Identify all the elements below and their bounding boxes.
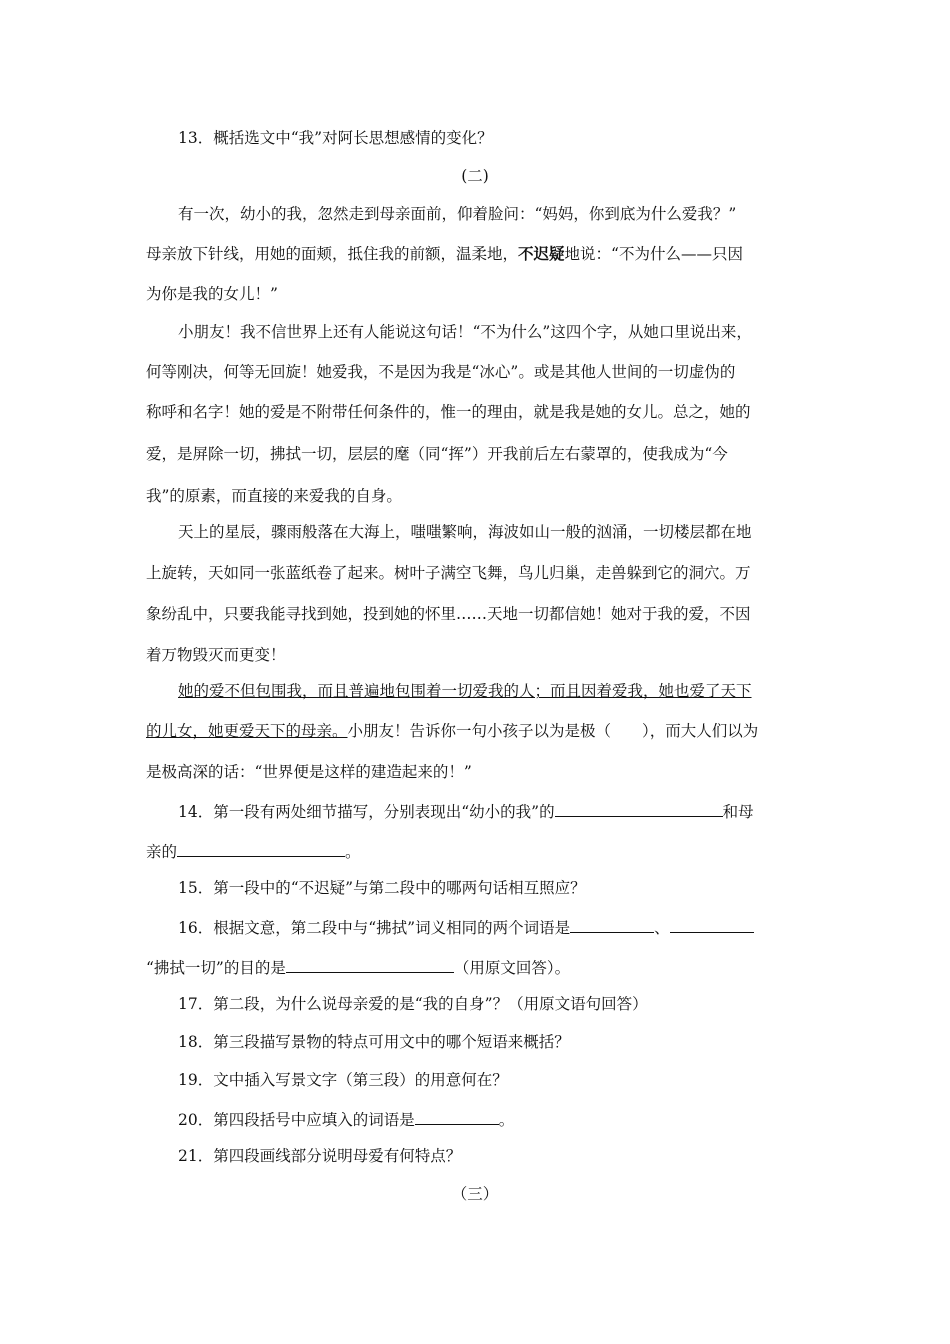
q14-text-2: 和母 xyxy=(722,803,754,821)
question-17: 17．第二段，为什么说母亲爱的是“我的自身”？（用原文语句回答） xyxy=(178,995,648,1013)
para1-line2-end: 地说：“不为什么——只因 xyxy=(564,245,743,263)
question-16 xyxy=(178,916,812,938)
question-18: 18．第三段描写景物的特点可用文中的哪个短语来概括？ xyxy=(178,1033,570,1051)
para1-line1: 有一次，幼小的我，忽然走到母亲面前，仰着脸问：“妈妈，你到底为什么爱我？” xyxy=(178,205,737,223)
para3-line2: 上旋转，天如同一张蓝纸卷了起来。树叶子满空飞舞，鸟儿归巢，走兽躲到它的洞穴。万 xyxy=(146,564,751,582)
para2-line5: 我”的原素，而直接的来爱我的自身。 xyxy=(146,487,402,505)
question-20 xyxy=(178,1108,812,1130)
question-14 xyxy=(178,800,812,822)
q16-sep: 、 xyxy=(654,919,670,937)
q16-answer-blank-1[interactable] xyxy=(570,916,654,933)
para3-line4: 着万物毁灭而更变！ xyxy=(146,646,286,664)
para2-line3: 称呼和名字！她的爱是不附带任何条件的，惟一的理由，就是我是她的女儿。总之，她的 xyxy=(146,403,751,421)
q14-answer-blank-2[interactable] xyxy=(177,840,345,857)
para2-line1: 小朋友！我不信世界上还有人能说这句话！“不为什么”这四个字，从她口里说出来， xyxy=(178,323,752,341)
para2-line4: 爱，是屏除一切，拂拭一切，层层的麾（同“挥”）开我前后左右蒙罩的，使我成为“今 xyxy=(146,445,728,463)
bold-phrase: 不迟疑 xyxy=(518,245,565,263)
q20-answer-blank[interactable] xyxy=(415,1108,499,1125)
section-2-title: (二) xyxy=(461,167,489,185)
q16-answer-blank-3[interactable] xyxy=(286,956,454,973)
q14-text: 14．第一段有两处细节描写，分别表现出“幼小的我”的 xyxy=(178,803,555,821)
q16-text-3: （用原文回答）。 xyxy=(453,959,571,977)
para4-line2 xyxy=(146,721,812,741)
question-15: 15．第一段中的“不迟疑”与第二段中的哪两句话相互照应？ xyxy=(178,879,586,897)
para4-underlined-end: 的儿女，她更爱天下的母亲。 xyxy=(146,722,348,740)
para1-line3: 为你是我的女儿！” xyxy=(146,285,278,303)
para4-line1-underlined: 她的爱不但包围我，而且普遍地包围着一切爱我的人；而且因着爱我，她也爱了天下 xyxy=(178,682,752,700)
question-16-cont xyxy=(146,956,812,978)
q20-end: 。 xyxy=(498,1111,515,1129)
question-13: 13．概括选文中“我”对阿长思想感情的变化？ xyxy=(178,129,493,147)
para3-line3: 象纷乱中，只要我能寻找到她，投到她的怀里……天地一切都信她！她对于我的爱，不因 xyxy=(146,605,751,623)
q16-text-2: “拂拭一切”的目的是 xyxy=(146,959,286,977)
q20-text: 20．第四段括号中应填入的词语是 xyxy=(178,1111,415,1129)
q14-text-3: 亲的 xyxy=(146,843,178,861)
para1-line2-start: 母亲放下针线，用她的面颊，抵住我的前额，温柔地， xyxy=(146,245,519,263)
question-14-cont xyxy=(146,840,812,862)
q16-text: 16．根据文意，第二段中与“拂拭”词义相同的两个词语是 xyxy=(178,919,571,937)
para2-line2: 何等刚决，何等无回旋！她爱我，不是因为我是“冰心”。或是其他人世间的一切虚伪的 xyxy=(146,363,736,381)
question-21: 21．第四段画线部分说明母爱有何特点？ xyxy=(178,1147,462,1165)
question-19: 19．文中插入写景文字（第三段）的用意何在？ xyxy=(178,1071,508,1089)
para1-line2 xyxy=(146,244,812,264)
q16-answer-blank-2[interactable] xyxy=(670,916,754,933)
q14-text-4: 。 xyxy=(345,843,361,861)
para4-line2-rest: 小朋友！告诉你一句小孩子以为是极（ ），而大人们以为 xyxy=(347,722,759,740)
q14-answer-blank-1[interactable] xyxy=(555,800,723,817)
para4-line3: 是极高深的话：“世界便是这样的建造起来的！” xyxy=(146,763,472,781)
section-3-title: （三） xyxy=(451,1185,499,1203)
para3-line1: 天上的星辰，骤雨般落在大海上，嗤嗤繁响，海波如山一般的汹涌，一切楼层都在地 xyxy=(178,523,752,541)
